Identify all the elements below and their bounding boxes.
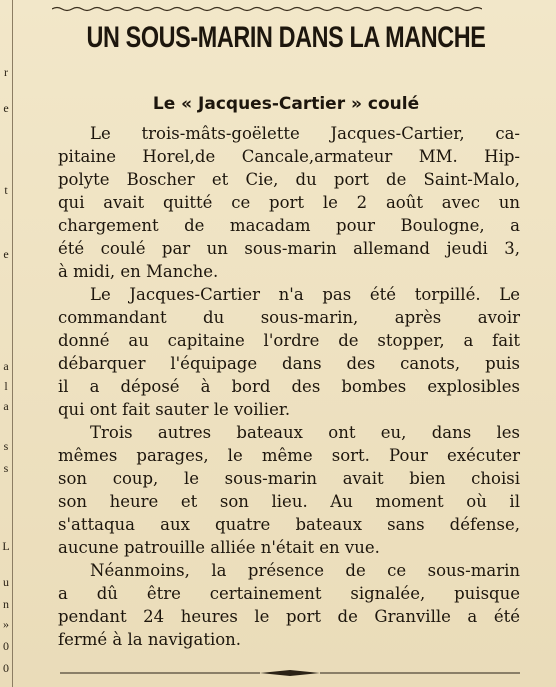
text-line: donné au capitaine l'ordre de stopper, a fait (58, 331, 520, 350)
text-line: chargement de macadam pour Boulogne, a (58, 216, 520, 235)
text-line: a dû être certainement signalée, puisque (58, 584, 520, 603)
top-decorative-rule (52, 6, 482, 12)
margin-fragment: » (3, 617, 9, 631)
margin-fragment: r (4, 65, 8, 79)
text-line: Néanmoins, la présence de ce sous-marin (90, 561, 520, 580)
margin-fragment: s (3, 439, 9, 453)
margin-fragment: u (3, 575, 9, 589)
text-line: pitaine Horel,de Cancale,armateur MM. Hip- (58, 147, 520, 166)
text-line: Le Jacques-Cartier n'a pas été torpillé. Le (90, 285, 520, 304)
margin-fragment: e (3, 247, 9, 261)
margin-fragment: l (4, 379, 8, 393)
margin-fragment: n (3, 597, 9, 611)
text-line: qui ont fait sauter le voilier. (58, 400, 291, 419)
paragraph-1 (58, 122, 520, 283)
bottom-decorative-rule (60, 666, 520, 680)
article-body (58, 122, 520, 651)
text-line: Le trois-mâts-goëlette Jacques-Cartier, ca- (90, 124, 520, 143)
text-line: son heure et son lieu. Au moment où il (58, 492, 520, 511)
margin-fragment: a (3, 399, 9, 413)
text-line: mêmes parages, le même sort. Pour exécuter (58, 446, 520, 465)
margin-fragment: 0 (3, 661, 9, 675)
text-line: son coup, le sous-marin avait bien choisi (58, 469, 520, 488)
text-line: commandant du sous-marin, après avoir (58, 308, 520, 327)
text-line: débarquer l'équipage dans des canots, puis (58, 354, 520, 373)
article-subheading: Le « Jacques-Cartier » coulé (152, 94, 420, 114)
left-column-margin (0, 0, 13, 687)
text-line: à midi, en Manche. (58, 262, 219, 281)
paragraph-2 (58, 283, 520, 421)
text-line: aucune patrouille alliée n'était en vue. (58, 538, 380, 557)
text-line: qui avait quitté ce port le 2 août avec un (58, 193, 520, 212)
text-line: il a déposé à bord des bombes explosibles (58, 377, 520, 396)
text-line: Trois autres bateaux ont eu, dans les (90, 423, 520, 442)
text-line: pendant 24 heures le port de Granville a été (58, 607, 520, 626)
text-line: été coulé par un sous-marin allemand jeudi 3, (58, 239, 520, 258)
margin-fragment: a (3, 359, 9, 373)
text-line: s'attaqua aux quatre bateaux sans défense, (58, 515, 520, 534)
article-headline: UN SOUS-MARIN DANS LA MANCHE (86, 21, 486, 54)
margin-fragment: L (2, 539, 10, 553)
paragraph-3 (58, 421, 520, 559)
margin-fragment: s (3, 461, 9, 475)
paragraph-4 (58, 559, 520, 651)
margin-fragment: e (3, 101, 9, 115)
margin-fragment: 0 (3, 639, 9, 653)
text-line: fermé à la navigation. (58, 630, 242, 649)
text-line: polyte Boscher et Cie, du port de Saint-Malo, (58, 170, 520, 189)
margin-fragment: t (4, 183, 8, 197)
